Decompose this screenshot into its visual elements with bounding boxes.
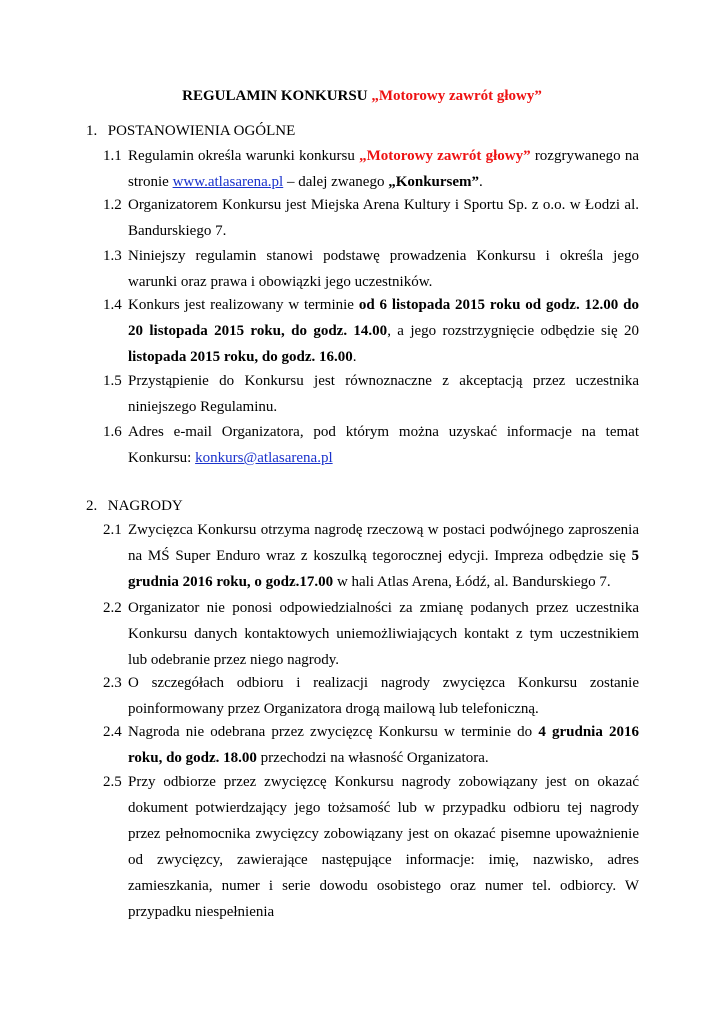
text-run: Organizatorem Konkursu jest Miejska Arena Kultury i Sportu Sp. z o.o. w Łodzi al. Bandurskiego 7. [128,197,639,239]
text-run: Przy odbiorze przez zwycięzcę Konkursu nagrody zobowiązany jest on okazać dokument potwierdzający jego tożsamość lub w przypadku odbioru tej nagrody przez pełnomocnika zwycięzcy zobowiązany jest on okazać pisemne upoważnienie od zwycięzcy, zawierające następujące informacje: imię, nazwisko, adres zamieszkania, numer i serie dowodu osobistego oraz numer tel. odbiorcy. W przypadku niespełnienia [128,774,639,920]
item-number: 2.1 [103,522,122,538]
item-number: 1.1 [103,148,122,164]
item-text [128,517,639,595]
item-number: 1.2 [103,197,122,213]
item-text [128,595,639,673]
item-text [128,192,639,244]
section-heading-prizes [86,496,183,516]
title-prefix: REGULAMIN KONKURSU [182,88,372,104]
section-number: 2. [86,498,98,514]
list-item [103,769,639,925]
text-run: Niniejszy regulamin stanowi podstawę prowadzenia Konkursu i określa jego warunki oraz prawa i obowiązki jego uczestników. [128,248,639,290]
list-item [103,143,639,195]
bold-text: 5 grudnia 2016 roku, o godz.17.00 [128,548,639,590]
item-number: 2.2 [103,600,122,616]
section-heading-general [86,121,295,141]
text-run: . [479,174,483,190]
item-text [128,670,639,722]
item-text [128,719,639,771]
item-text [128,769,639,925]
list-item [103,243,639,295]
bold-text: 4 grudnia 2016 roku, do godz. 18.00 [128,724,639,766]
item-number: 2.3 [103,675,122,691]
highlighted-contest-name: „Motorowy zawrót głowy” [359,148,531,164]
list-item [103,719,639,771]
item-number: 1.3 [103,248,122,264]
bold-text: listopada 2015 roku, do godz. 16.00 [128,349,353,365]
text-run: Adres e-mail Organizatora, pod którym można uzyskać informacje na temat Konkursu: [128,424,639,466]
list-item [103,419,639,471]
item-number: 1.5 [103,373,122,389]
list-item [103,595,639,673]
section-title: POSTANOWIENIA OGÓLNE [107,123,296,139]
list-item [103,192,639,244]
item-number: 1.4 [103,297,122,313]
item-number: 2.5 [103,774,122,790]
text-run: Zwycięzca Konkursu otrzyma nagrodę rzeczową w postaci podwójnego zaproszenia na MŚ Super Enduro wraz z koszulką tegorocznej edycji. Impreza odbędzie się [128,522,639,564]
bold-text: „Konkursem” [388,174,480,190]
bold-text: od 6 listopada 2015 roku od godz. 12.00 do 20 listopada 2015 roku, do godz. 14.00 [128,297,639,339]
item-text [128,292,639,370]
section-number: 1. [86,123,98,139]
text-run: Konkurs jest realizowany w terminie [128,297,359,313]
text-run: Przystąpienie do Konkursu jest równoznaczne z akceptacją przez uczestnika niniejszego Regulaminu. [128,373,639,415]
text-run: Nagroda nie odebrana przez zwycięzcę Konkursu w terminie do [128,724,539,740]
item-text [128,243,639,295]
text-run: przechodzi na własność Organizatora. [256,750,489,766]
text-run: w hali Atlas Arena, Łódź, al. Bandurskiego 7. [333,574,611,590]
text-run: – dalej zwanego [283,174,389,190]
item-number: 2.4 [103,724,122,740]
text-link[interactable]: www.atlasarena.pl [172,174,284,190]
text-link[interactable]: konkurs@atlasarena.pl [195,450,333,466]
list-item [103,670,639,722]
contest-name: „Motorowy zawrót głowy” [371,88,542,104]
list-item [103,517,639,595]
section-title: NAGRODY [107,498,183,514]
item-number: 1.6 [103,424,122,440]
item-text [128,419,639,471]
text-run: . [352,349,357,365]
text-run: Regulamin określa warunki konkursu [128,148,360,164]
item-text [128,368,639,420]
list-item [103,368,639,420]
list-item [103,292,639,370]
text-run: rozgrywanego na stronie [128,148,640,190]
item-text [128,143,639,195]
text-run: Organizator nie ponosi odpowiedzialności za zmianę podanych przez uczestnika Konkursu danych kontaktowych uniemożliwiających kontakt z tym uczestnikiem lub odebranie przez niego nagrody. [128,600,639,668]
text-run: O szczegółach odbioru i realizacji nagrody zwycięzca Konkursu zostanie poinformowany przez Organizatora drogą mailową lub telefoniczną. [128,675,639,717]
text-run: , a jego rozstrzygnięcie odbędzie się 20 [387,323,640,339]
document-title [0,86,724,106]
